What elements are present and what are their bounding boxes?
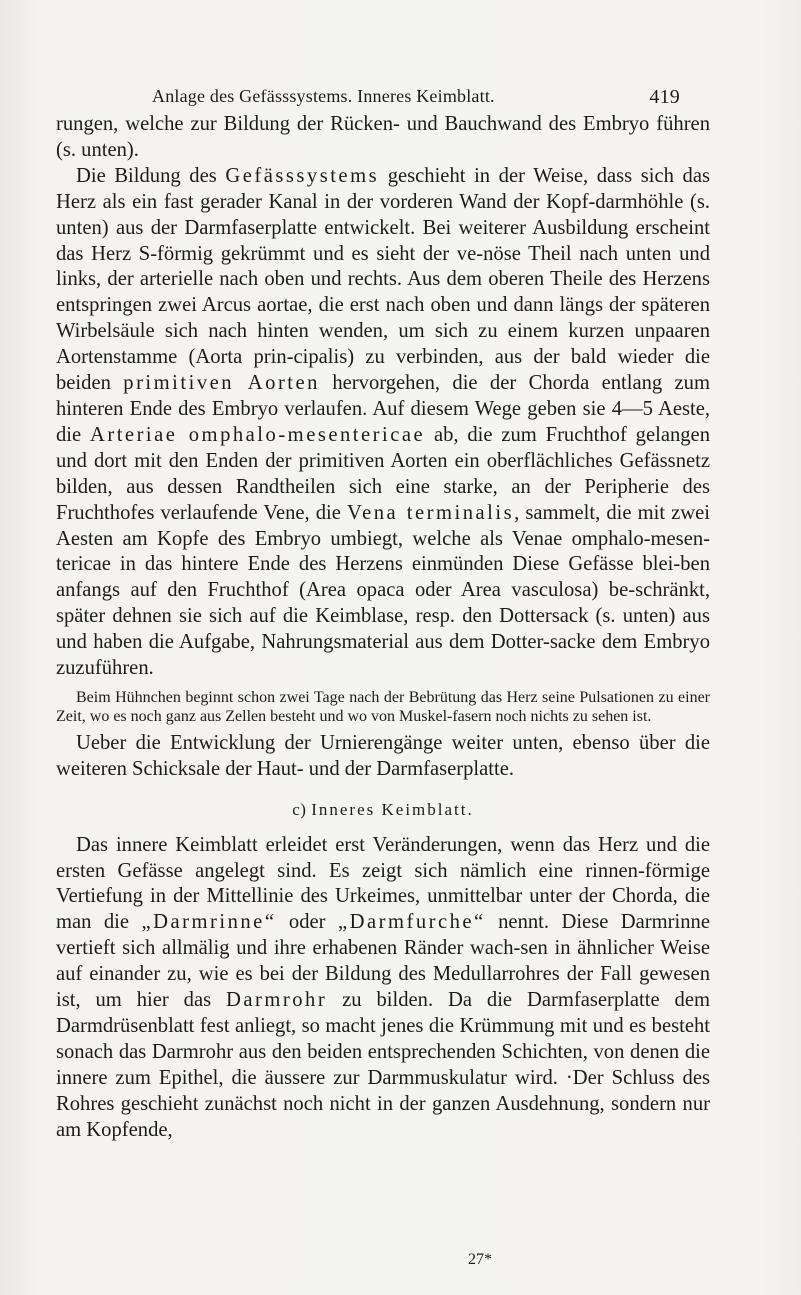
section-heading [56, 797, 710, 823]
text-run: geschieht in der Weise, dass sich das Herz als ein fast gerader Kanal in der vorderen Wand der Kopf-darmhöhle (s. unten) aus der Darmfaserplatte entwickelt. Bei weiterer Ausbildung erscheint das Herz S-förmig gekrümmt und es sieht der ve-nöse Theil nach unten und links, der arterielle nach oben und rechts. Aus dem oberen Theile des Herzens entspringen zwei Arcus aortae, die erst nach oben und dann längs der späteren Wirbelsäule sich nach hinten wenden, um sich zu einem kurzen unpaaren Aortenstamme (Aorta prin-cipalis) zu verbinden, aus der bald wieder die beiden [56, 164, 711, 395]
text-run: Die Bildung des [76, 164, 226, 187]
body-text [56, 112, 710, 1144]
page-number: 419 [649, 86, 680, 108]
emphasis-term: Gefässsystems [225, 164, 380, 187]
emphasis-term: Darmrohr [226, 989, 328, 1012]
paragraph: rungen, welche zur Bildung der Rücken- und Bauchwand des Embryo führen (s. unten). [56, 113, 710, 161]
running-title: Anlage des Gefässsystems. Inneres Keimblatt. [152, 86, 495, 106]
section-title: Inneres Keimblatt. [311, 799, 474, 819]
paragraph [56, 833, 710, 1144]
paragraph: Ueber die Entwicklung der Urnierengänge weiter unten, ebenso über die weiteren Schicksale der Haut- und der Darmfaserplatte. [56, 731, 710, 780]
text-run: ab, die zum Fruchthof gelangen und dort mit den Enden der primitiven Aorten ein oberflächliches Gefässnetz bilden, aus dessen Randtheilen sich eine starke, an der Peripherie des Fruchthofes verlaufende Vene, die [56, 423, 710, 524]
running-header [152, 86, 680, 110]
emphasis-term: Vena terminalis [347, 501, 515, 524]
text-run: hervorgehen, die der Chorda entlang zum hinteren Ende des Embryo verlaufen. Auf diesem Wege geben sie 4—5 Aeste, die [56, 372, 710, 446]
section-label: c) [292, 799, 312, 819]
signature-mark: 27* [468, 1251, 492, 1268]
text-run: nennt. Diese Darmrinne vertieft sich allmälig und ihre erhabenen Ränder wach-sen in ähnlicher Weise auf einander zu, wie es bei der Bildung des Medullarrohres der Fall gewesen ist, um hier das [56, 911, 710, 1012]
emphasis-term: Arteriae omphalo-mesentericae [89, 423, 426, 446]
emphasis-term: „Darmfurche“ [337, 911, 486, 934]
text-run: oder [276, 911, 338, 934]
text-run: , sammelt, die mit zwei Aesten am Kopfe des Embryo umbiegt, welche als Venae omphalo-mesen-tericae in das hintere Ende des Herzens einmünden Diese Gefässe blei-ben anfangs auf den Fruchthof (Area opaca oder Area vasculosa) be-schränkt, später dehnen sie sich auf die Keimblase, resp. den Dottersack (s. unten) aus und haben die Aufgabe, Nahrungsmaterial aus dem Dotter-sacke dem Embryo zuzuführen. [56, 501, 710, 680]
paragraph [56, 164, 710, 682]
emphasis-term: „Darmrinne“ [141, 911, 277, 934]
text-run: Das innere Keimblatt erleidet erst Veränderungen, wenn das Herz und die ersten Gefässe angelegt sind. Es zeigt sich nämlich eine rinnen-förmige Vertiefung in der Mittellinie des Urkeimes, unmittelbar unter der Chorda, die man die [56, 833, 710, 934]
footnote-paragraph: Beim Hühnchen beginnt schon zwei Tage nach der Bebrütung das Herz seine Pulsationen zu einer Zeit, wo es noch ganz aus Zellen besteht und wo von Muskel-fasern noch nichts zu sehen ist. [56, 688, 710, 726]
text-run: zu bilden. Da die Darmfaserplatte dem Darmdrüsenblatt fest anliegt, so macht jenes die Krümmung mit und es besteht sonach das Darmrohr aus den beiden entsprechenden Schichten, von denen die innere zum Epithel, die äussere zur Darmmuskulatur wird. ·Der Schluss des Rohres geschieht zunächst noch nicht in der ganzen Ausdehnung, sondern nur am Kopfende, [56, 989, 710, 1141]
emphasis-term: primitiven Aorten [123, 372, 320, 395]
